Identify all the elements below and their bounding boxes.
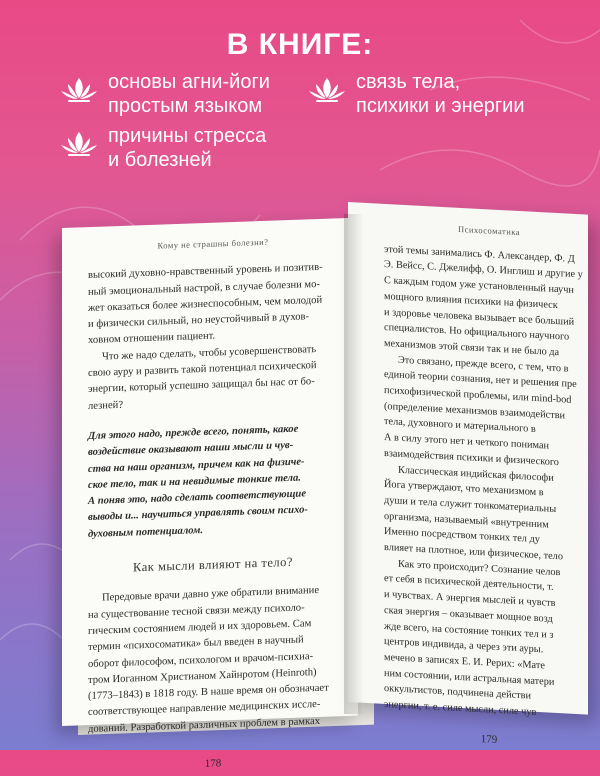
text-line: ный эмоциональный настрой, в случае болезни мо-	[88, 278, 320, 298]
text-line: и чувствах. А энергия мыслей и чувств	[384, 589, 556, 610]
text-line: духовным потенциалом.	[88, 524, 204, 540]
text-line: тела, духовного и материального в	[384, 416, 536, 436]
text-line: Именно посредством тонких тел ду	[384, 526, 540, 546]
text-line: и физически сильный, но неустойчивый в духов-	[88, 311, 310, 331]
text-line: Э. Вейсс, С. Джелифф, О. Инглиш и другие у	[384, 259, 583, 281]
running-header: Психосоматика	[457, 223, 521, 238]
text-line: А в силу этого нет и четкого пониман	[384, 432, 550, 452]
text-line: жет оказаться более жизнеспособным, чем молодой	[88, 294, 323, 314]
text-line: организма, называемый «внутренним	[384, 510, 549, 531]
text-line: тром Иоганном Христианом Хайнротом (Heinroth)	[88, 666, 317, 686]
text-line: термин «психосоматика» был введен в научный	[88, 634, 304, 654]
text-line: соответствующее направление медицинских иссле-	[88, 699, 321, 719]
text-line: мощного влияния психики на физическ	[384, 290, 558, 311]
text-line: специалистов. Но официального научного	[384, 322, 570, 343]
text-line: лезней?	[88, 399, 124, 412]
text-line: Передовые врачи давно уже обратили внимание	[102, 585, 320, 604]
text-line: центров индивида, а через эти ауры.	[384, 636, 544, 656]
text-line: на существование тесной связи между психоло-	[88, 602, 305, 621]
text-line: С каждым годом уже установленный научн	[384, 275, 574, 297]
text-line: выводы и... научиться управлять своим психо-	[88, 504, 308, 524]
text-line: оккультистов, подчинена действи	[384, 683, 532, 703]
text-line: гическим состоянием людей и их здоровьем. Сам	[88, 618, 312, 637]
text-line: ховном отношении пациент.	[88, 331, 216, 347]
feature-text: причины стресса и болезней	[108, 125, 267, 171]
text-line: Йога утверждают, что механизмом в	[384, 479, 544, 499]
text-line: этой темы занимались Ф. Александер, Ф. Д	[384, 243, 575, 265]
text-line: мечено в записях Е. И. Рерих: «Мате	[384, 651, 545, 672]
emphasis-block	[88, 420, 338, 543]
text-line: А поняв это, надо сделать соответствующие	[88, 488, 307, 508]
section-title: Как мысли влияют на тело?	[133, 554, 293, 575]
page-number: 179	[480, 732, 498, 746]
text-line: (1773–1843) в 1818 году. В наше время он обозначает	[88, 682, 329, 703]
left-page-text	[88, 231, 338, 776]
right-page-text	[384, 218, 594, 746]
text-line: ская энергия – оказывает мощное возд	[384, 604, 553, 625]
text-line: энергии, который успешно защищал бы нас от бо-	[88, 376, 315, 396]
text-line: (определение механизмов взаимодействи	[384, 400, 566, 422]
text-line: ское тело, так и на невидимые тонкие тела.	[88, 472, 301, 491]
text-line: воздействие оказывают наши мысли и чув-	[88, 440, 294, 459]
text-line: ет себя в психической деятельности, т.	[384, 573, 554, 594]
text-line: единой теории сознания, нет и решения пре	[384, 369, 577, 391]
text-line: ства на наш организм, причем как на физиче-	[88, 456, 305, 475]
feature-text: связь тела, психики и энергии	[356, 71, 525, 117]
text-line: Для этого надо, прежде всего, понять, какое	[88, 423, 299, 442]
text-line: Как это происходит? Сознание челов	[398, 558, 561, 579]
text-line: влияет на плотное, или физическое, тело	[384, 542, 563, 563]
text-line: психофизической проблемы, или mind-bod	[384, 385, 572, 406]
headline: В КНИГЕ:	[226, 28, 374, 61]
text-line: души и тела служит тонкоматериальны	[384, 494, 557, 515]
text-line: Что же надо сделать, чтобы усовершенствовать	[102, 343, 317, 363]
text-line: свою ауру и развить такой потенциал психической	[88, 360, 317, 380]
feature-text: основы агни-йоги простым языком	[108, 71, 270, 117]
text-line: Это связано, прежде всего, с тем, что в	[398, 354, 569, 375]
text-line: механизмов этой связи так и не было да	[384, 337, 560, 359]
text-line: и здоровье человека вызывает все больший	[384, 306, 575, 328]
text-line: энергии, т. е. силе мысли, силе чув	[384, 699, 537, 719]
running-header: Кому не страшны болезни?	[157, 236, 269, 251]
text-line: оборот философом, психологом и врачом-психиа-	[88, 650, 314, 670]
page-number: 178	[204, 757, 222, 770]
text-line: взаимодействия психики и физического	[384, 447, 559, 469]
text-line: Классическая индийская философи	[398, 464, 554, 484]
text-line: дований. Разработкой различных проблем в рамках	[88, 715, 321, 735]
text-line: высокий духовно-нравственный уровень и позитив-	[88, 262, 323, 282]
right-page-lines	[384, 242, 594, 724]
text-line: ним состоянии, или астральная матери	[384, 667, 555, 688]
text-line: жде всего, на состояние тонких тел и з	[384, 620, 554, 641]
book-gutter	[344, 214, 362, 714]
